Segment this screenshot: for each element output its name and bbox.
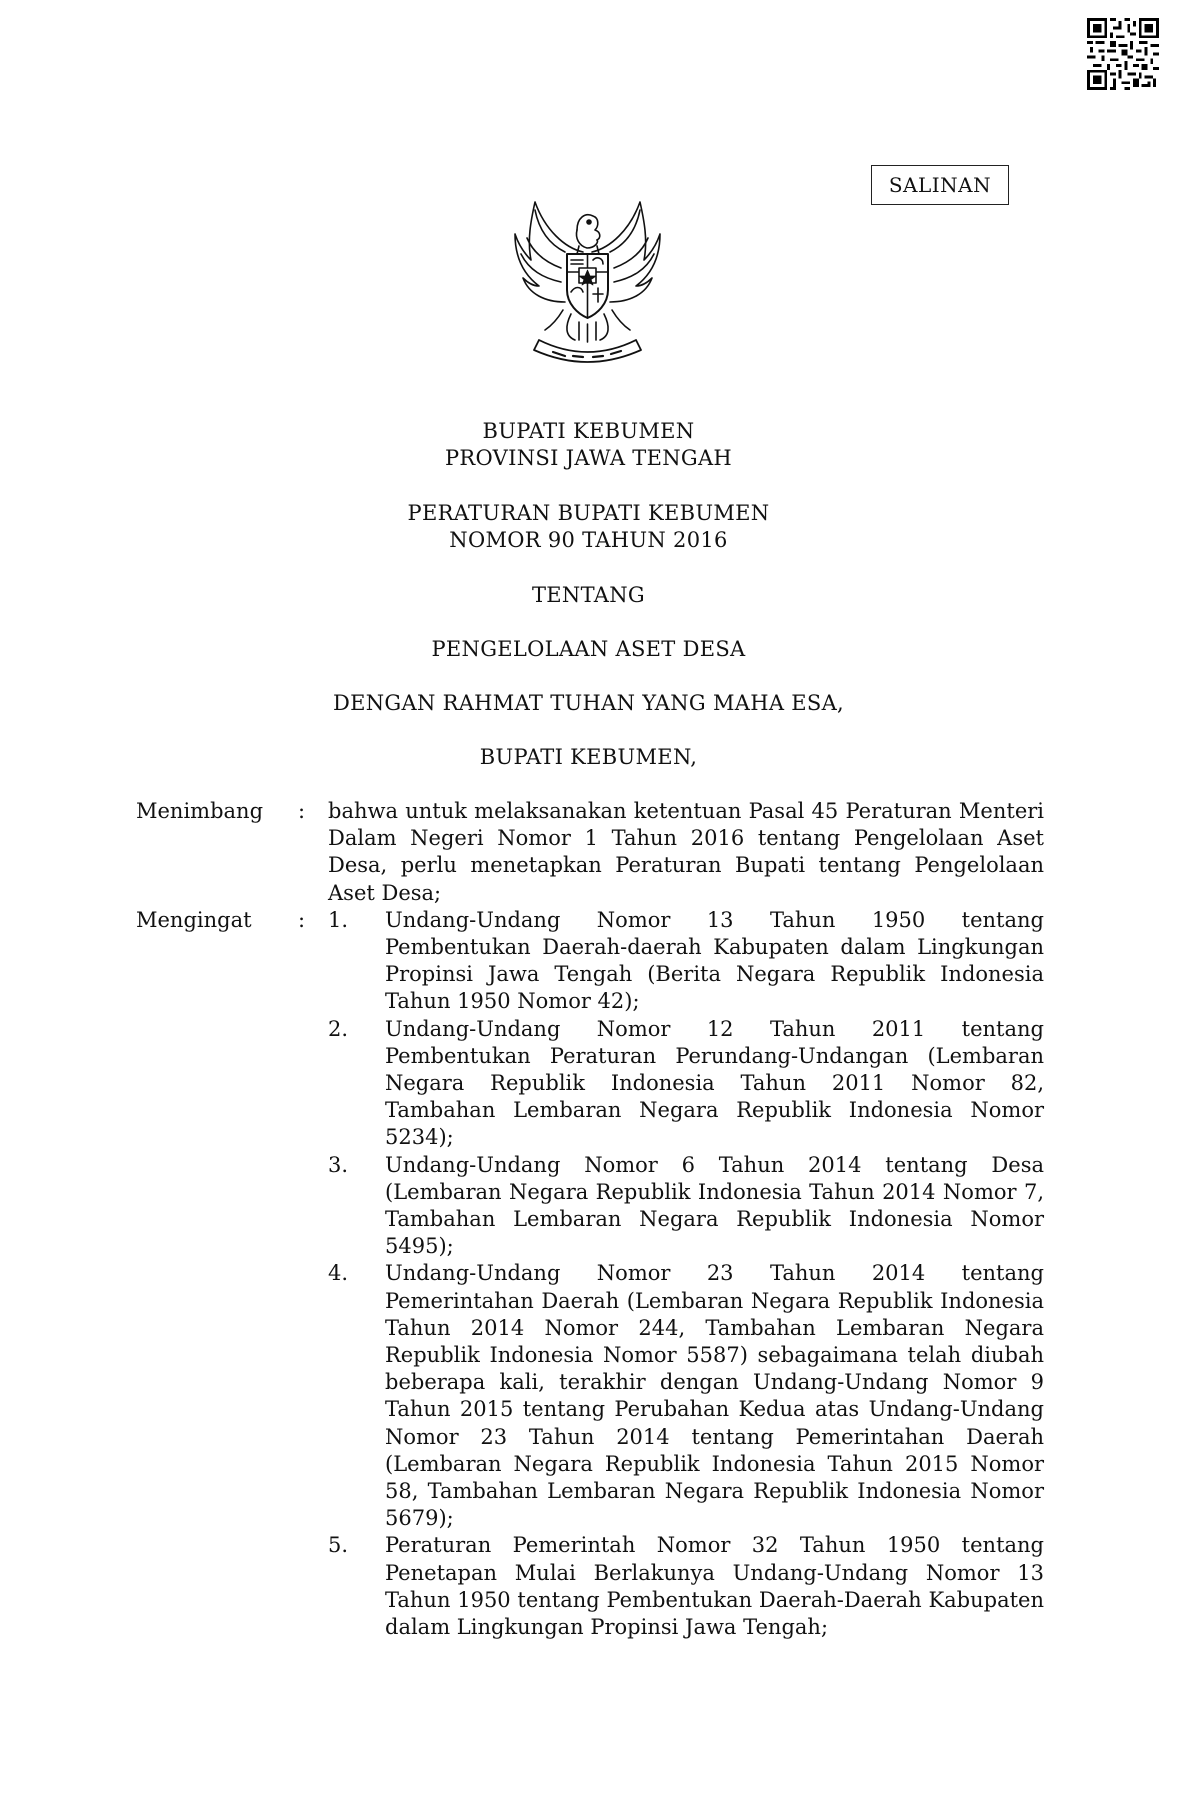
mengingat-label: Mengingat [136, 907, 252, 932]
item-number: 5. [328, 1533, 349, 1558]
mengingat-item [0, 1260, 1177, 1532]
menimbang-section [0, 798, 1177, 907]
mengingat-colon: : [298, 907, 306, 932]
regulation-title: PERATURAN BUPATI KEBUMEN [407, 501, 770, 525]
mengingat-section [0, 907, 1177, 1641]
mengingat-item [0, 1016, 1177, 1152]
qr-code-icon [1087, 18, 1159, 90]
mengingat-item [0, 907, 1177, 1016]
item-number: 1. [328, 907, 349, 932]
menimbang-colon: : [298, 799, 306, 823]
menimbang-label: Menimbang [136, 799, 264, 823]
salinan-stamp: SALINAN [871, 165, 1009, 205]
letterhead [0, 418, 1177, 472]
mengingat-item [0, 1152, 1177, 1261]
official-title: BUPATI KEBUMEN [482, 419, 695, 443]
item-text: Peraturan Pemerintah Nomor 32 Tahun 1950 tentang Penetapan Mulai Berlakunya Undang-Undang Nomor 13 Tahun 1950 tentang Pembentukan Daerah-Daerah Kabupaten dalam Lingkungan Propinsi Jawa Tengah; [385, 1533, 1044, 1640]
item-number: 3. [328, 1152, 349, 1177]
item-text: Undang-Undang Nomor 23 Tahun 2014 tentang Pemerintahan Daerah (Lembaran Negara Republik Indonesia Tahun 2014 Nomor 244, Tambahan Lembaran Negara Republik Indonesia Nomor 5587) sebagaimana telah diubah beberapa kali, terakhir dengan Undang-Undang Nomor 9 Tahun 2015 tentang Perubahan Kedua atas Undang-Undang Nomor 23 Tahun 2014 tentang Pemerintahan Daerah (Lembaran Negara Republik Indonesia Tahun 2015 Nomor 58, Tambahan Lembaran Negara Republik Indonesia Nomor 5679); [385, 1261, 1044, 1531]
invocation: DENGAN RAHMAT TUHAN YANG MAHA ESA, [332, 691, 845, 715]
regulation-subject: PENGELOLAAN ASET DESA [431, 637, 746, 661]
item-number: 4. [328, 1261, 349, 1286]
regulation-heading [0, 500, 1177, 554]
item-text: Undang-Undang Nomor 13 Tahun 1950 tentang Pembentukan Daerah-daerah Kabupaten dalam Lingkungan Propinsi Jawa Tengah (Berita Negara Republik Indonesia Tahun 1950 Nomor 42); [385, 907, 1044, 1014]
garuda-emblem-icon [505, 190, 670, 370]
authority-line: BUPATI KEBUMEN, [479, 745, 698, 769]
mengingat-item [0, 1532, 1177, 1641]
item-text: Undang-Undang Nomor 6 Tahun 2014 tentang Desa (Lembaran Negara Republik Indonesia Tahun 2014 Nomor 7, Tambahan Lembaran Negara Republik Indonesia Nomor 5495); [385, 1152, 1044, 1259]
about-label: TENTANG [532, 583, 645, 607]
regulation-body [0, 798, 1177, 1641]
menimbang-text: bahwa untuk melaksanakan ketentuan Pasal 45 Peraturan Menteri Dalam Negeri Nomor 1 Tahun 2016 tentang Pengelolaan Aset Desa, perlu menetapkan Peraturan Bupati tentang Pengelolaan Aset Desa; [328, 799, 1044, 905]
item-number: 2. [328, 1016, 349, 1041]
province-title: PROVINSI JAWA TENGAH [444, 446, 733, 470]
regulation-number: NOMOR 90 TAHUN 2016 [449, 528, 728, 552]
item-text: Undang-Undang Nomor 12 Tahun 2011 tentang Pembentukan Peraturan Perundang-Undangan (Lembaran Negara Republik Indonesia Tahun 2011 Nomor 82, Tambahan Lembaran Negara Republik Indonesia Nomor 5234); [385, 1016, 1044, 1150]
